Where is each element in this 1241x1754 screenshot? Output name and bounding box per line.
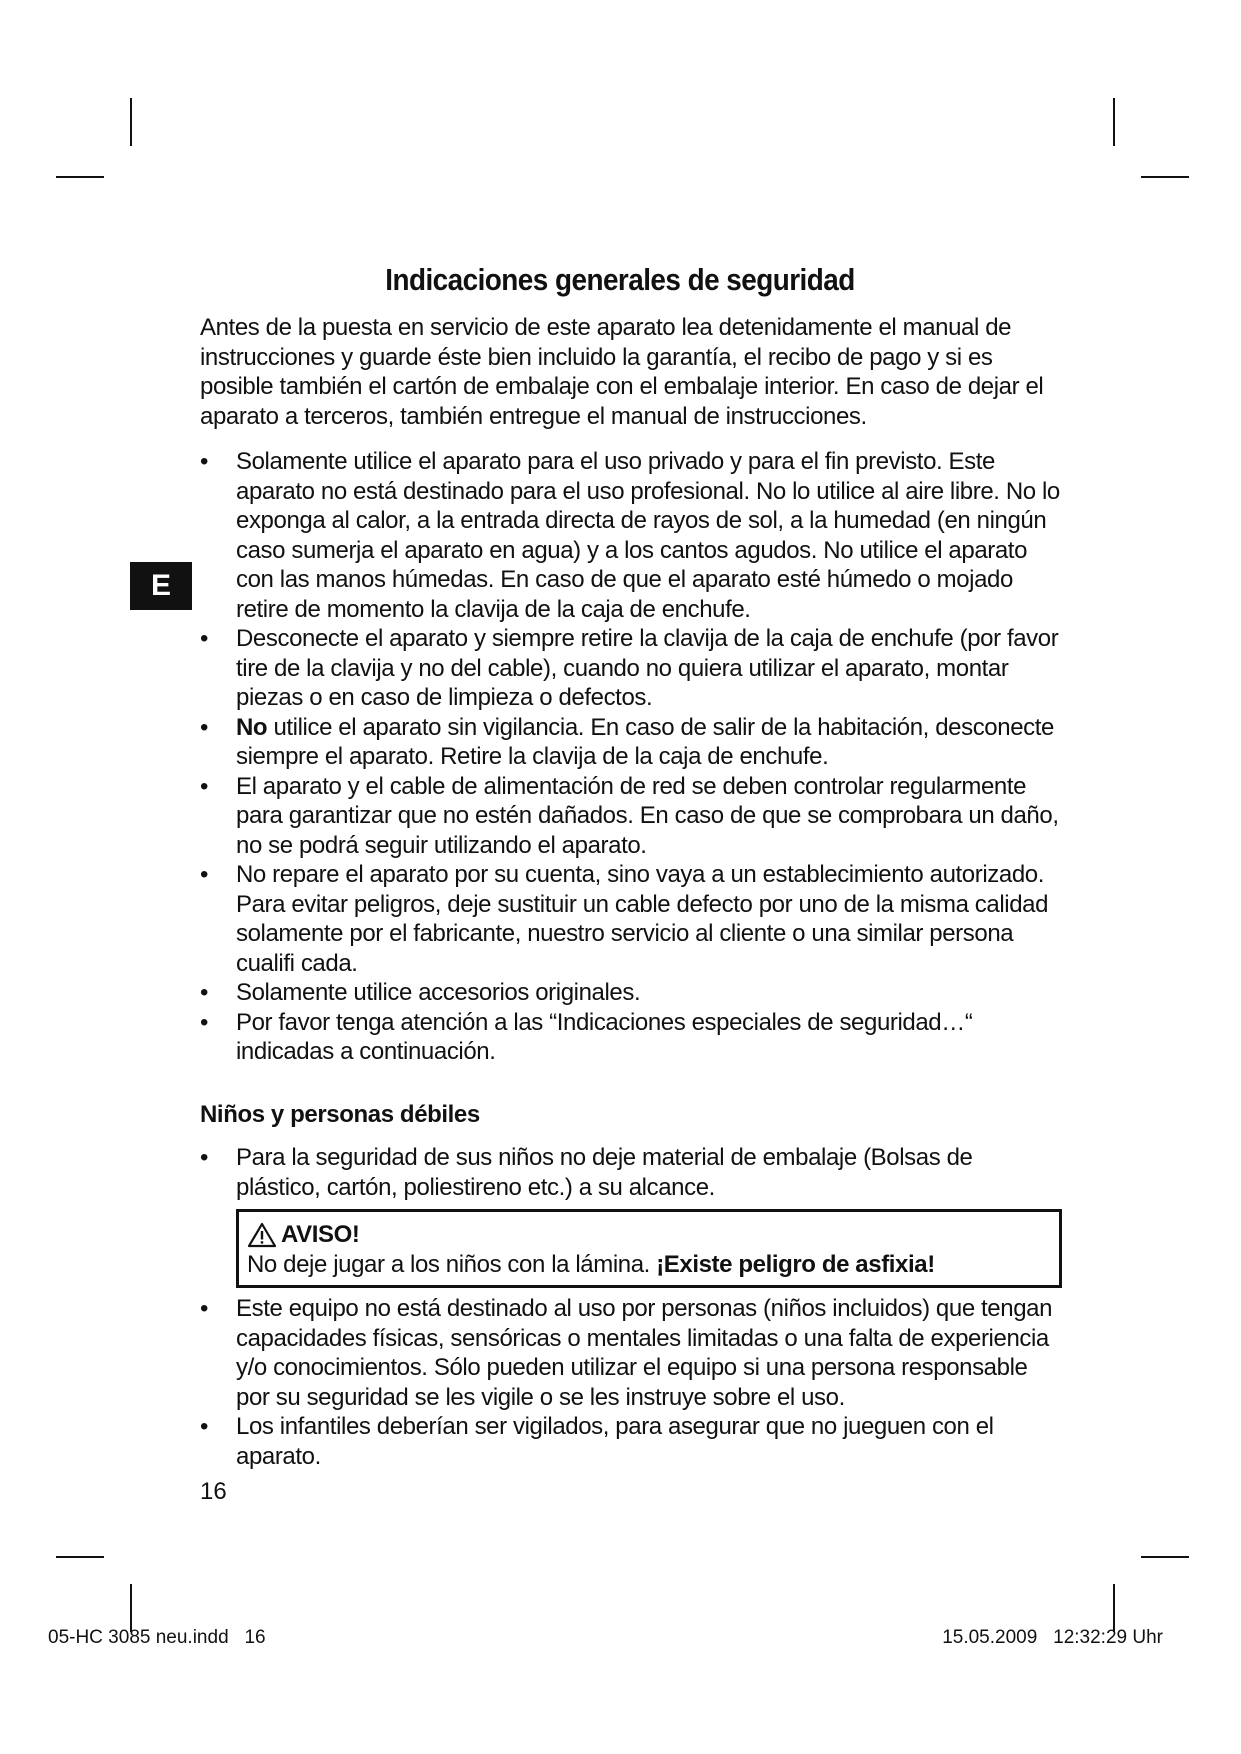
page-number: 16 bbox=[200, 1478, 227, 1505]
warning-text bbox=[247, 1250, 1051, 1280]
crop-mark-top-left-vertical bbox=[130, 98, 132, 146]
page-title: Indicaciones generales de seguridad bbox=[385, 262, 855, 297]
children-list bbox=[200, 1143, 1060, 1202]
bullet-icon: • bbox=[200, 625, 209, 652]
list-item bbox=[200, 1143, 1060, 1202]
list-item bbox=[200, 624, 1060, 713]
list-item-text: Por favor tenga atención a las “Indicaciones especiales de seguridad…“ indicadas a continuación. bbox=[236, 1008, 973, 1065]
crop-mark-top-right-horizontal bbox=[1141, 176, 1189, 178]
children-section-heading: Niños y personas débiles bbox=[200, 1100, 480, 1128]
list-item-text: Solamente utilice el aparato para el uso privado y para el fin previsto. Este aparato no está destinado para el uso profesional. No lo utilice al aire libre. No lo exponga al calor, a la entrada directa de rayos de sol, a la humedad (en ningún caso sumerja el aparato en agua) y a los cantos agudos. No utilice el aparato con las manos húmedas. En caso de que el aparato esté húmedo o mojado retire de momento la clavija de la caja de enchufe. bbox=[236, 448, 1060, 623]
crop-mark-bottom-left-vertical bbox=[130, 1584, 132, 1632]
list-item-text: El aparato y el cable de alimentación de red se deben controlar regularmente para garantizar que no estén dañados. En caso de que se comprobara un daño, no se podrá seguir utilizando el aparato. bbox=[236, 772, 1059, 859]
list-item bbox=[200, 447, 1060, 624]
list-item-text: utilice el aparato sin vigilancia. En caso de salir de la habitación, desconecte siempre el aparato. Retire la clavija de la caja de enchufe. bbox=[236, 713, 1054, 770]
intro-paragraph: Antes de la puesta en servicio de este aparato lea detenidamente el manual de instrucciones y guarde éste bien incluido la garantía, el recibo de pago y si es posible también el cartón de embalaje con el embalaje interior. En caso de dejar el aparato a terceros, también entregue el manual de instrucciones. bbox=[200, 314, 1044, 430]
crop-mark-top-left-horizontal bbox=[56, 176, 104, 178]
print-slug-file: 05-HC 3085 neu.indd 16 bbox=[48, 1627, 266, 1648]
bullet-icon: • bbox=[200, 772, 209, 800]
document-body bbox=[200, 313, 1060, 1471]
print-slug-date: 15.05.2009 12:32:29 Uhr bbox=[942, 1627, 1163, 1648]
safety-list bbox=[200, 447, 1060, 1067]
warning-label: AVISO! bbox=[281, 1221, 360, 1248]
crop-mark-bottom-left-horizontal bbox=[56, 1556, 104, 1558]
crop-mark-top-right-vertical bbox=[1113, 98, 1115, 146]
bullet-icon: • bbox=[200, 861, 209, 888]
list-item bbox=[200, 713, 1060, 772]
bullet-icon: • bbox=[200, 1413, 209, 1440]
list-item-text: Solamente utilice accesorios originales. bbox=[236, 979, 641, 1006]
list-item bbox=[200, 978, 1060, 1008]
warning-box bbox=[236, 1209, 1062, 1288]
list-item-text: Desconecte el aparato y siempre retire la clavija de la caja de enchufe (por favor tire de la clavija y no del cable), cuando no quiera utilizar el aparato, montar piezas o en caso de limpieza o defectos. bbox=[236, 625, 1059, 711]
list-item-text: Para la seguridad de sus niños no deje material de embalaje (Bolsas de plástico, cartón, poliestireno etc.) a su alcance. bbox=[236, 1144, 973, 1201]
crop-mark-bottom-right-vertical bbox=[1113, 1584, 1115, 1632]
crop-mark-bottom-right-horizontal bbox=[1141, 1556, 1189, 1558]
bullet-icon: • bbox=[200, 1295, 209, 1322]
list-item-text: Este equipo no está destinado al uso por personas (niños incluidos) que tengan capacidades físicas, sensóricas o mentales limitadas o una falta de experiencia y/o conocimientos. Sólo pueden utilizar el equipo si una persona responsable por su seguridad se les vigile o se les instruye sobre el uso. bbox=[236, 1295, 1053, 1411]
list-item bbox=[200, 860, 1060, 978]
bullet-icon: • bbox=[200, 1008, 209, 1036]
list-item bbox=[200, 1412, 1060, 1471]
warning-emphasis: ¡Existe peligro de asfixia! bbox=[656, 1250, 935, 1278]
bullet-icon: • bbox=[200, 979, 209, 1006]
list-item bbox=[200, 1008, 1060, 1067]
warning-message: No deje jugar a los niños con la lámina. bbox=[247, 1250, 657, 1278]
bullet-icon: • bbox=[200, 713, 209, 741]
list-item-text: Los infantiles deberían ser vigilados, para asegurar que no jueguen con el aparato. bbox=[236, 1413, 994, 1470]
list-item bbox=[200, 1294, 1060, 1412]
bullet-icon: • bbox=[200, 448, 209, 475]
bullet-icon: • bbox=[200, 1144, 209, 1171]
list-item-text: No repare el aparato por su cuenta, sino vaya a un establecimiento autorizado. Para evitar peligros, deje sustituir un cable defecto por uno de la misma calidad solamente por el fabricante, nuestro servicio al cliente o una similar persona cualifi cada. bbox=[236, 861, 1049, 977]
warning-header bbox=[247, 1220, 1051, 1250]
list-item bbox=[200, 772, 1060, 861]
list-item-emphasis: No bbox=[236, 713, 268, 741]
language-tab: E bbox=[130, 562, 192, 610]
children-list-continued bbox=[200, 1294, 1060, 1471]
warning-triangle-icon bbox=[247, 1222, 277, 1248]
